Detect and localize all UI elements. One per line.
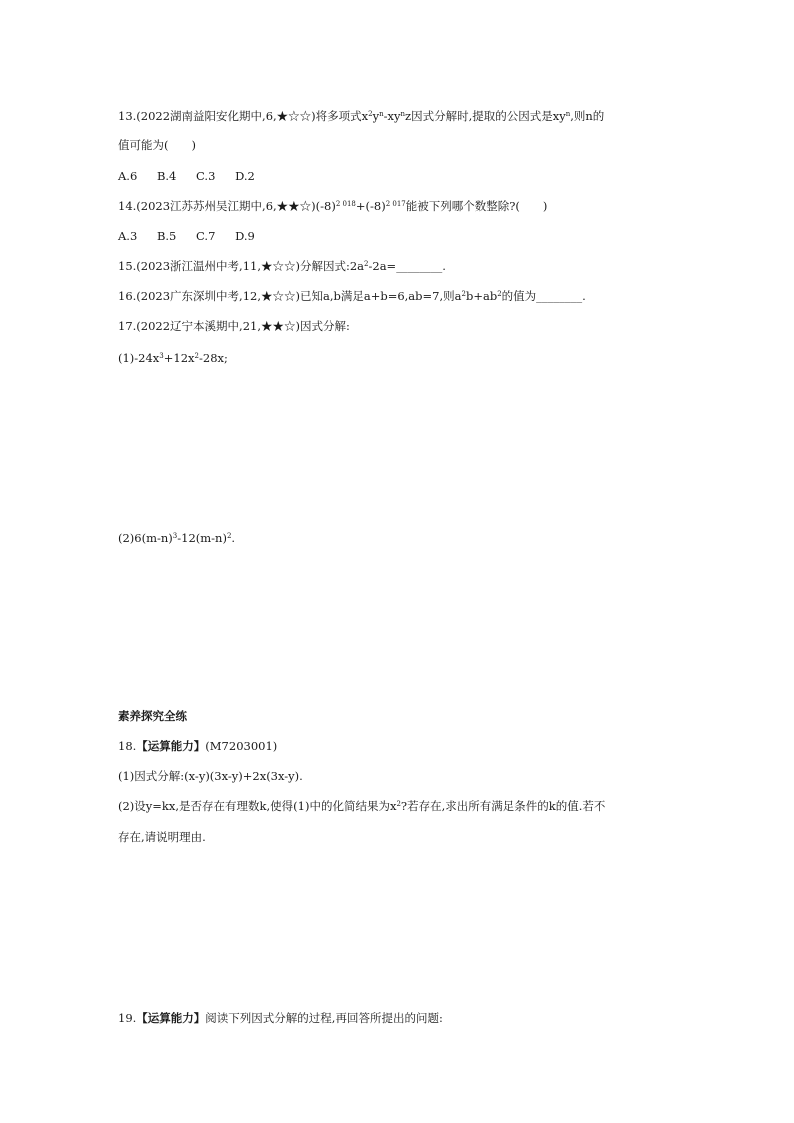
q17-sup: 3 <box>159 352 164 360</box>
option-c: C.3 <box>196 169 216 183</box>
q13-text-end: ,则n的 <box>570 109 605 123</box>
question-14-stem <box>118 198 547 214</box>
option-a: A.3 <box>118 229 138 243</box>
option-b: B.4 <box>156 169 177 183</box>
question-14-options <box>118 228 271 244</box>
q17-part2-end: . <box>231 531 236 545</box>
question-18-part-2-line-2: 存在,请说明理由. <box>118 830 206 844</box>
q17-part1-end: -28x; <box>199 351 228 365</box>
section-title: 素养探究全练 <box>118 709 187 723</box>
q13-sup: n <box>565 110 571 118</box>
q13-text-mid: z因式分解时,提取的公因式是xy <box>405 109 566 123</box>
q15-text-end: -2a=________. <box>368 259 446 273</box>
q13-sup: 2 <box>368 110 373 118</box>
option-d: D.2 <box>235 169 255 183</box>
q17-part1-mid: +12x <box>163 351 195 365</box>
option-a: A.6 <box>118 169 138 183</box>
q16-sup: 2 <box>497 290 502 298</box>
option-c: C.7 <box>196 229 216 243</box>
q14-text-mid: +(-8) <box>355 199 386 213</box>
q17-part1-start: (1)-24x <box>118 351 160 365</box>
question-19 <box>118 1010 443 1026</box>
question-13-options <box>118 168 271 184</box>
q18-label: 18. <box>118 739 137 753</box>
q17-sup: 2 <box>226 532 232 540</box>
q15-text-start: 15.(2023浙江温州中考,11,★☆☆)分解因式:2a <box>118 259 365 273</box>
q18-part2-start: (2)设y=kx,是否存在有理数k,使得(1)中的化简结果为x <box>118 799 397 813</box>
q13-sup: n <box>379 110 384 118</box>
question-16 <box>118 288 586 304</box>
q17-sup: 2 <box>194 352 199 360</box>
q14-exponent-1: 2 018 <box>335 200 356 208</box>
question-13-line-1: 13.(2022湖南益阳安化期中,6,★☆☆)将多项式$x^2y^n-xy^nz$因式分解时,提取的公因式是$xy^n$,则n的 <box>118 109 605 123</box>
q18-sup: 2 <box>396 800 401 808</box>
q16-sup: 2 <box>461 290 466 298</box>
question-17-part-1 <box>118 350 228 366</box>
question-15 <box>118 258 446 274</box>
q17-part2-mid: -12(m-n) <box>177 531 227 545</box>
q17-part2-start: (2)6(m-n) <box>118 531 173 545</box>
q16-text-end: 的值为________. <box>501 289 586 303</box>
q19-text: 阅读下列因式分解的过程,再回答所提出的问题: <box>205 1011 443 1025</box>
option-d: D.9 <box>235 229 255 243</box>
q18-code: (M7203001) <box>205 739 278 753</box>
question-17-stem: 17.(2022辽宁本溪期中,21,★★☆)因式分解: <box>118 319 350 333</box>
question-18-part-1: (1)因式分解:(x-y)(3x-y)+2x(3x-y). <box>118 769 303 783</box>
q16-text-start: 16.(2023广东深圳中考,12,★☆☆)已知a,b满足a+b=6,ab=7,则a <box>118 289 462 303</box>
q18-part2-end: ?若存在,求出所有满足条件的k的值.若不 <box>400 799 606 813</box>
question-18-part-2 <box>118 798 605 814</box>
q14-exponent-2: 2 017 <box>385 200 406 208</box>
option-b: B.5 <box>156 229 177 243</box>
q14-text-end: 能被下列哪个数整除?( ) <box>405 199 548 213</box>
question-17-part-2 <box>118 530 235 546</box>
question-18-stem <box>118 738 277 754</box>
q14-text-start: 14.(2023江苏苏州吴江期中,6,★★☆)(-8) <box>118 199 336 213</box>
q19-label: 19. <box>118 1011 137 1025</box>
q18-tag: 【运算能力】 <box>136 739 206 753</box>
q17-sup: 3 <box>172 532 178 540</box>
question-13-line-2: 值可能为( ) <box>118 138 196 152</box>
q15-sup: 2 <box>364 260 369 268</box>
q19-tag: 【运算能力】 <box>136 1011 206 1025</box>
q13-sup: n <box>400 110 406 118</box>
q13-text-start: 13.(2022湖南益阳安化期中,6,★☆☆)将多项式x <box>118 109 369 123</box>
q16-text-mid: b+ab <box>465 289 498 303</box>
